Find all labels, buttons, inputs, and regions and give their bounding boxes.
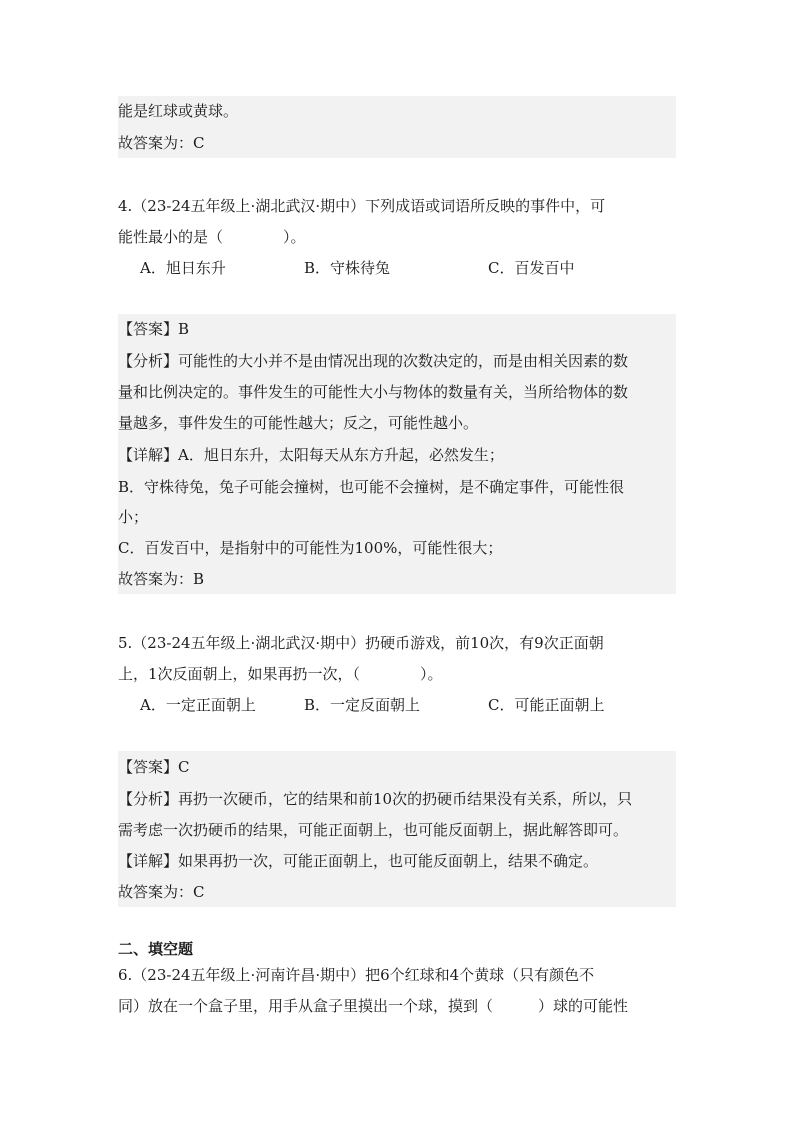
q4-conclusion: 故答案为：B xyxy=(118,570,205,588)
q4-option-c: C．百发百中 xyxy=(488,259,575,277)
q4-stem-line1: 4.（23-24五年级上·湖北武汉·期中）下列成语或词语所反映的事件中，可 xyxy=(118,197,606,215)
q4-analysis-line3: 量越多，事件发生的可能性越大；反之，可能性越小。 xyxy=(118,414,479,432)
q4-stem-line2: 能性最小的是（ ）。 xyxy=(118,228,306,246)
q4-detail-line1: 【详解】A．旭日东升，太阳每天从东方升起，必然发生； xyxy=(118,446,504,464)
prev-answer-conclusion: 故答案为：C xyxy=(118,134,205,152)
q5-conclusion: 故答案为：C xyxy=(118,883,205,901)
q5-option-c: C．可能正面朝上 xyxy=(488,696,605,714)
q5-detail: 【详解】如果再扔一次，可能正面朝上，也可能反面朝上，结果不确定。 xyxy=(118,852,599,870)
q6-stem-line1: 6.（23-24五年级上·河南许昌·期中）把6个红球和4个黄球（只有颜色不 xyxy=(118,966,595,984)
q5-option-a: A．一定正面朝上 xyxy=(140,696,256,714)
q5-analysis-line1: 【分析】再扔一次硬币，它的结果和前10次的扔硬币结果没有关系，所以，只 xyxy=(118,790,633,808)
q4-answer: 【答案】B xyxy=(118,320,190,338)
q4-analysis-line1: 【分析】可能性的大小并不是由情况出现的次数决定的，而是由相关因素的数 xyxy=(118,352,629,370)
q5-analysis-line2: 需考虑一次扔硬币的结果，可能正面朝上，也可能反面朝上，据此解答即可。 xyxy=(118,821,629,839)
q4-option-b: B．守株待兔 xyxy=(304,259,391,277)
q5-answer: 【答案】C xyxy=(118,758,190,776)
q5-stem-line1: 5.（23-24五年级上·湖北武汉·期中）扔硬币游戏，前10次，有9次正面朝 xyxy=(118,634,604,652)
q4-detail-line2: B．守株待兔，兔子可能会撞树，也可能不会撞树，是不确定事件，可能性很 xyxy=(118,478,625,496)
section-heading: 二、填空题 xyxy=(118,940,194,958)
q4-detail-line3: 小； xyxy=(118,508,149,526)
q4-detail-line4: C．百发百中，是指射中的可能性为100%，可能性很大； xyxy=(118,539,503,557)
prev-answer-line: 能是红球或黄球。 xyxy=(118,102,239,120)
q5-stem-line2: 上，1次反面朝上，如果再扔一次，（ ）。 xyxy=(118,665,443,683)
q6-stem-line2: 同）放在一个盒子里，用手从盒子里摸出一个球，摸到（ ）球的可能性 xyxy=(118,997,629,1015)
q4-analysis-line2: 量和比例决定的。事件发生的可能性大小与物体的数量有关，当所给物体的数 xyxy=(118,383,629,401)
q4-option-a: A．旭日东升 xyxy=(140,259,226,277)
q5-option-b: B．一定反面朝上 xyxy=(304,696,421,714)
